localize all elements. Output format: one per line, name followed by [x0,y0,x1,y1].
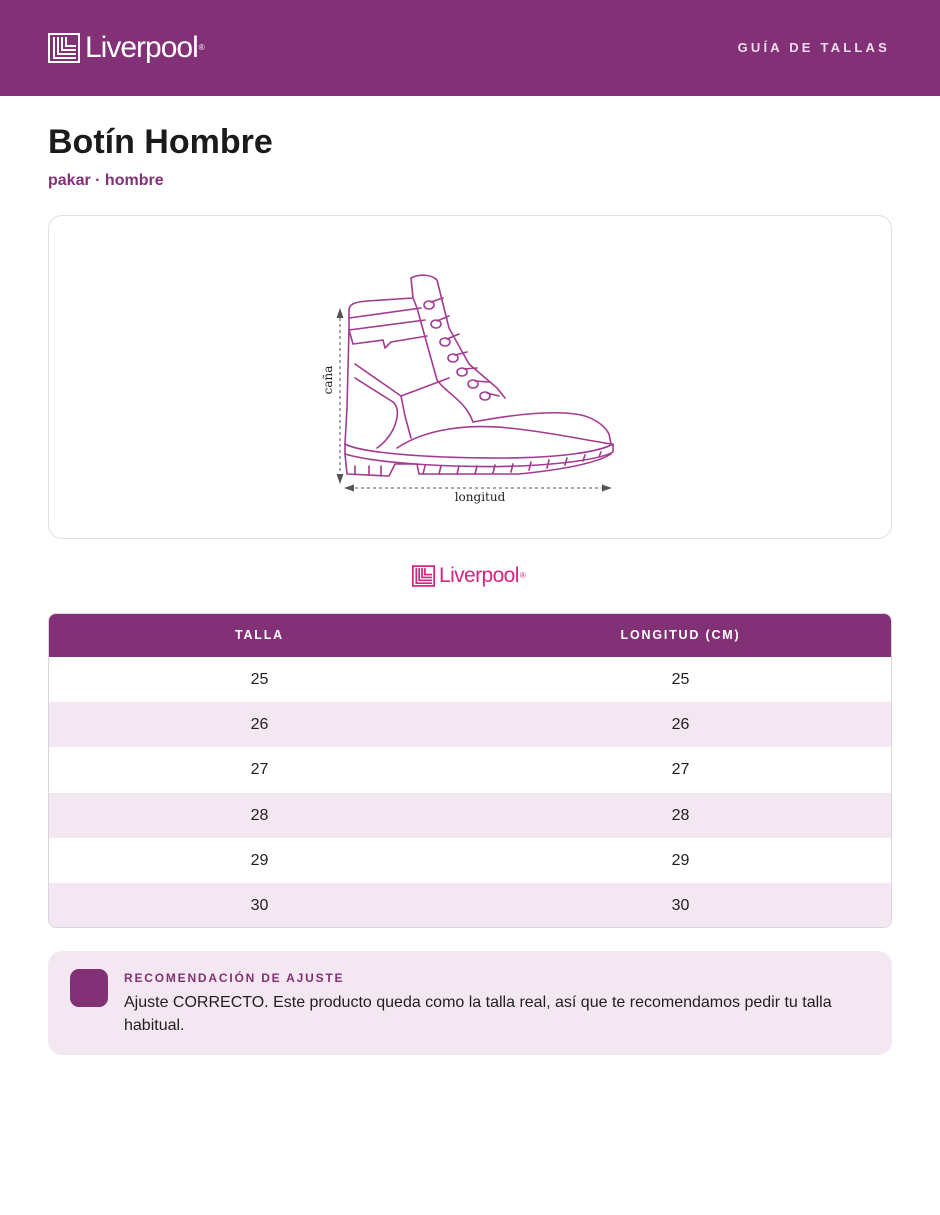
table-body [49,657,891,928]
boot-illustration-card [48,215,892,539]
recommendation-heading: RECOMENDACIÓN DE AJUSTE [124,971,345,985]
cell-talla: 30 [250,896,269,914]
cell-talla: 28 [250,806,269,824]
size-table [48,613,892,928]
cell-longitud: 30 [671,896,690,914]
liverpool-logo-text: Liverpool® [85,31,205,64]
table-row [49,702,891,747]
cell-longitud: 27 [671,761,690,779]
size-guide-link[interactable]: GUÍA DE TALLAS [737,40,890,55]
cell-longitud: 29 [671,851,690,869]
cell-talla: 25 [250,671,269,688]
cell-longitud: 25 [671,671,690,688]
liverpool-logo-icon [48,33,80,63]
table-row [49,838,891,883]
site-header [0,0,940,96]
cell-talla: 26 [250,716,269,734]
cell-talla: 29 [250,851,269,869]
column-header-longitud: LONGITUD (CM) [620,628,741,642]
table-row [49,793,891,838]
cell-longitud: 26 [671,716,690,734]
cell-talla: 27 [250,761,269,779]
table-row [49,883,891,928]
recommendation-text: Ajuste CORRECTO. Este producto queda como la talla real, así que te recomendamos pedir tu talla habitual. [124,994,832,1034]
recommendation-badge-icon [70,969,108,1007]
table-row [49,657,891,702]
table-header-row [49,614,891,657]
fit-recommendation [48,951,892,1055]
table-row [49,747,891,792]
height-label: caña [321,365,335,395]
boot-icon [345,275,613,476]
cell-longitud: 28 [671,806,690,824]
brand-logo-small-text: Liverpool® [439,564,526,587]
page-title: Botín Hombre [48,123,273,161]
column-header-talla: TALLA [234,628,285,642]
product-subtitle: pakar · hombre [48,172,164,189]
boot-diagram [319,268,619,518]
brand-logo-small [412,563,526,589]
liverpool-logo-small-icon [412,565,435,587]
liverpool-logo[interactable] [48,30,205,66]
height-measure-line [337,308,344,484]
length-label: longitud [454,490,506,504]
